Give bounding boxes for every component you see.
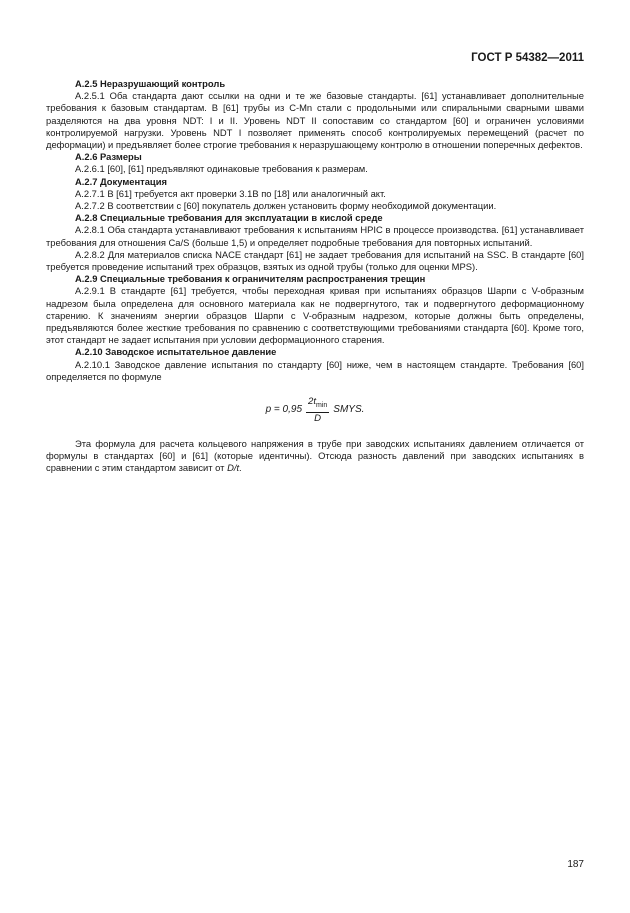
formula-lhs: p = 0,95 xyxy=(265,404,302,416)
document-header: ГОСТ Р 54382—2011 xyxy=(471,52,584,64)
formula-fraction xyxy=(306,397,329,424)
paragraph: A.2.7.2 В соответствии с [60] покупатель должен установить форму необходимой документации. xyxy=(75,200,497,212)
variable: D/t xyxy=(227,462,240,474)
paragraph: A.2.6.1 [60], [61] предъявляют одинаковые требования к размерам. xyxy=(75,163,368,175)
section-heading: A.2.9 Специальные требования к ограничителям распространения трещин xyxy=(75,273,426,285)
paragraph: A.2.7.1 В [61] требуется акт проверки 3.1В по [18] или аналогичный акт. xyxy=(75,187,386,199)
paragraph-text: Эта формула для расчета кольцевого напряжения в трубе при заводских испытаниях давлением отличается от формулы в стандартах [60] и [61] (которые идентичны). Отсюда разность давлений при заводских испытаниях в сравнении с этим стандартом зависит от xyxy=(46,438,584,474)
section-heading: A.2.6 Размеры xyxy=(75,151,142,163)
section-heading: A.2.5 Неразрушающий контроль xyxy=(75,78,226,89)
section-heading: A.2.7 Документация xyxy=(75,175,167,187)
section-heading: A.2.8 Специальные требования для эксплуатации в кислой среде xyxy=(75,212,383,224)
section-heading: A.2.10 Заводское испытательное давление xyxy=(75,346,277,358)
paragraph-end: . xyxy=(239,462,242,474)
paragraph xyxy=(46,438,584,475)
page-number: 187 xyxy=(567,859,584,870)
formula-num-sub: min xyxy=(316,401,328,409)
formula-numerator xyxy=(306,397,329,413)
document-body xyxy=(46,78,584,475)
formula-num-base: 2t xyxy=(308,396,317,408)
paragraph: A.2.10.1 Заводское давление испытания по стандарту [60] ниже, чем в настоящем стандарте. Требования [60] определяется по формуле xyxy=(46,358,584,382)
formula-rhs: SMYS. xyxy=(333,404,365,416)
formula-denominator: D xyxy=(314,412,322,424)
paragraph: A.2.8.1 Оба стандарта устанавливают требования к испытаниям НРIС в процессе производства. [61] устанавливает требования для отношения Ca/S (больше 1,5) и определяет подробные требования для повторных испытаний. xyxy=(46,224,584,248)
paragraph: A.2.8.2 Для материалов списка NACE стандарт [61] не задает требования для испытаний на SSC. В стандарте [60] требуется проведение испытаний трех образцов, взятых из одной трубы (только для оценки MPS). xyxy=(46,248,584,273)
formula xyxy=(46,397,584,425)
paragraph: A.2.5.1 Оба стандарта дают ссылки на одни и те же базовые стандарты. [61] устанавливает дополнительные требования к базовым стандартам. В [61] трубы из С-Мn стали с продольными или спиральными сварными швами разделяются на два уровня NDT: I и II. Уровень NDT II сопоставим со стандартом [60] и ограничен условиями контролируемой нагрузки. Уровень NDT I позволяет применять способ контролируемых перемещений (расчет по деформации) и предъявляет более строгие требования к неразрушающему контролю в отношении поперечных дефектов. xyxy=(46,90,584,151)
paragraph: A.2.9.1 В стандарте [61] требуется, чтобы переходная кривая при испытаниях образцов Шарпи с V-образным надрезом была определена для основного материала как не подвергнутого, так и подвергнутого деформационному старению. К значениям энергии образцов Шарпи с V-образным надрезом, которые должны быть определены, предъявляются более жесткие требования по сравнению с соответствующими требованиями стандарта [60]. Кроме того, этот стандарт не задает испытания при условии деформационного старения. xyxy=(46,285,584,346)
